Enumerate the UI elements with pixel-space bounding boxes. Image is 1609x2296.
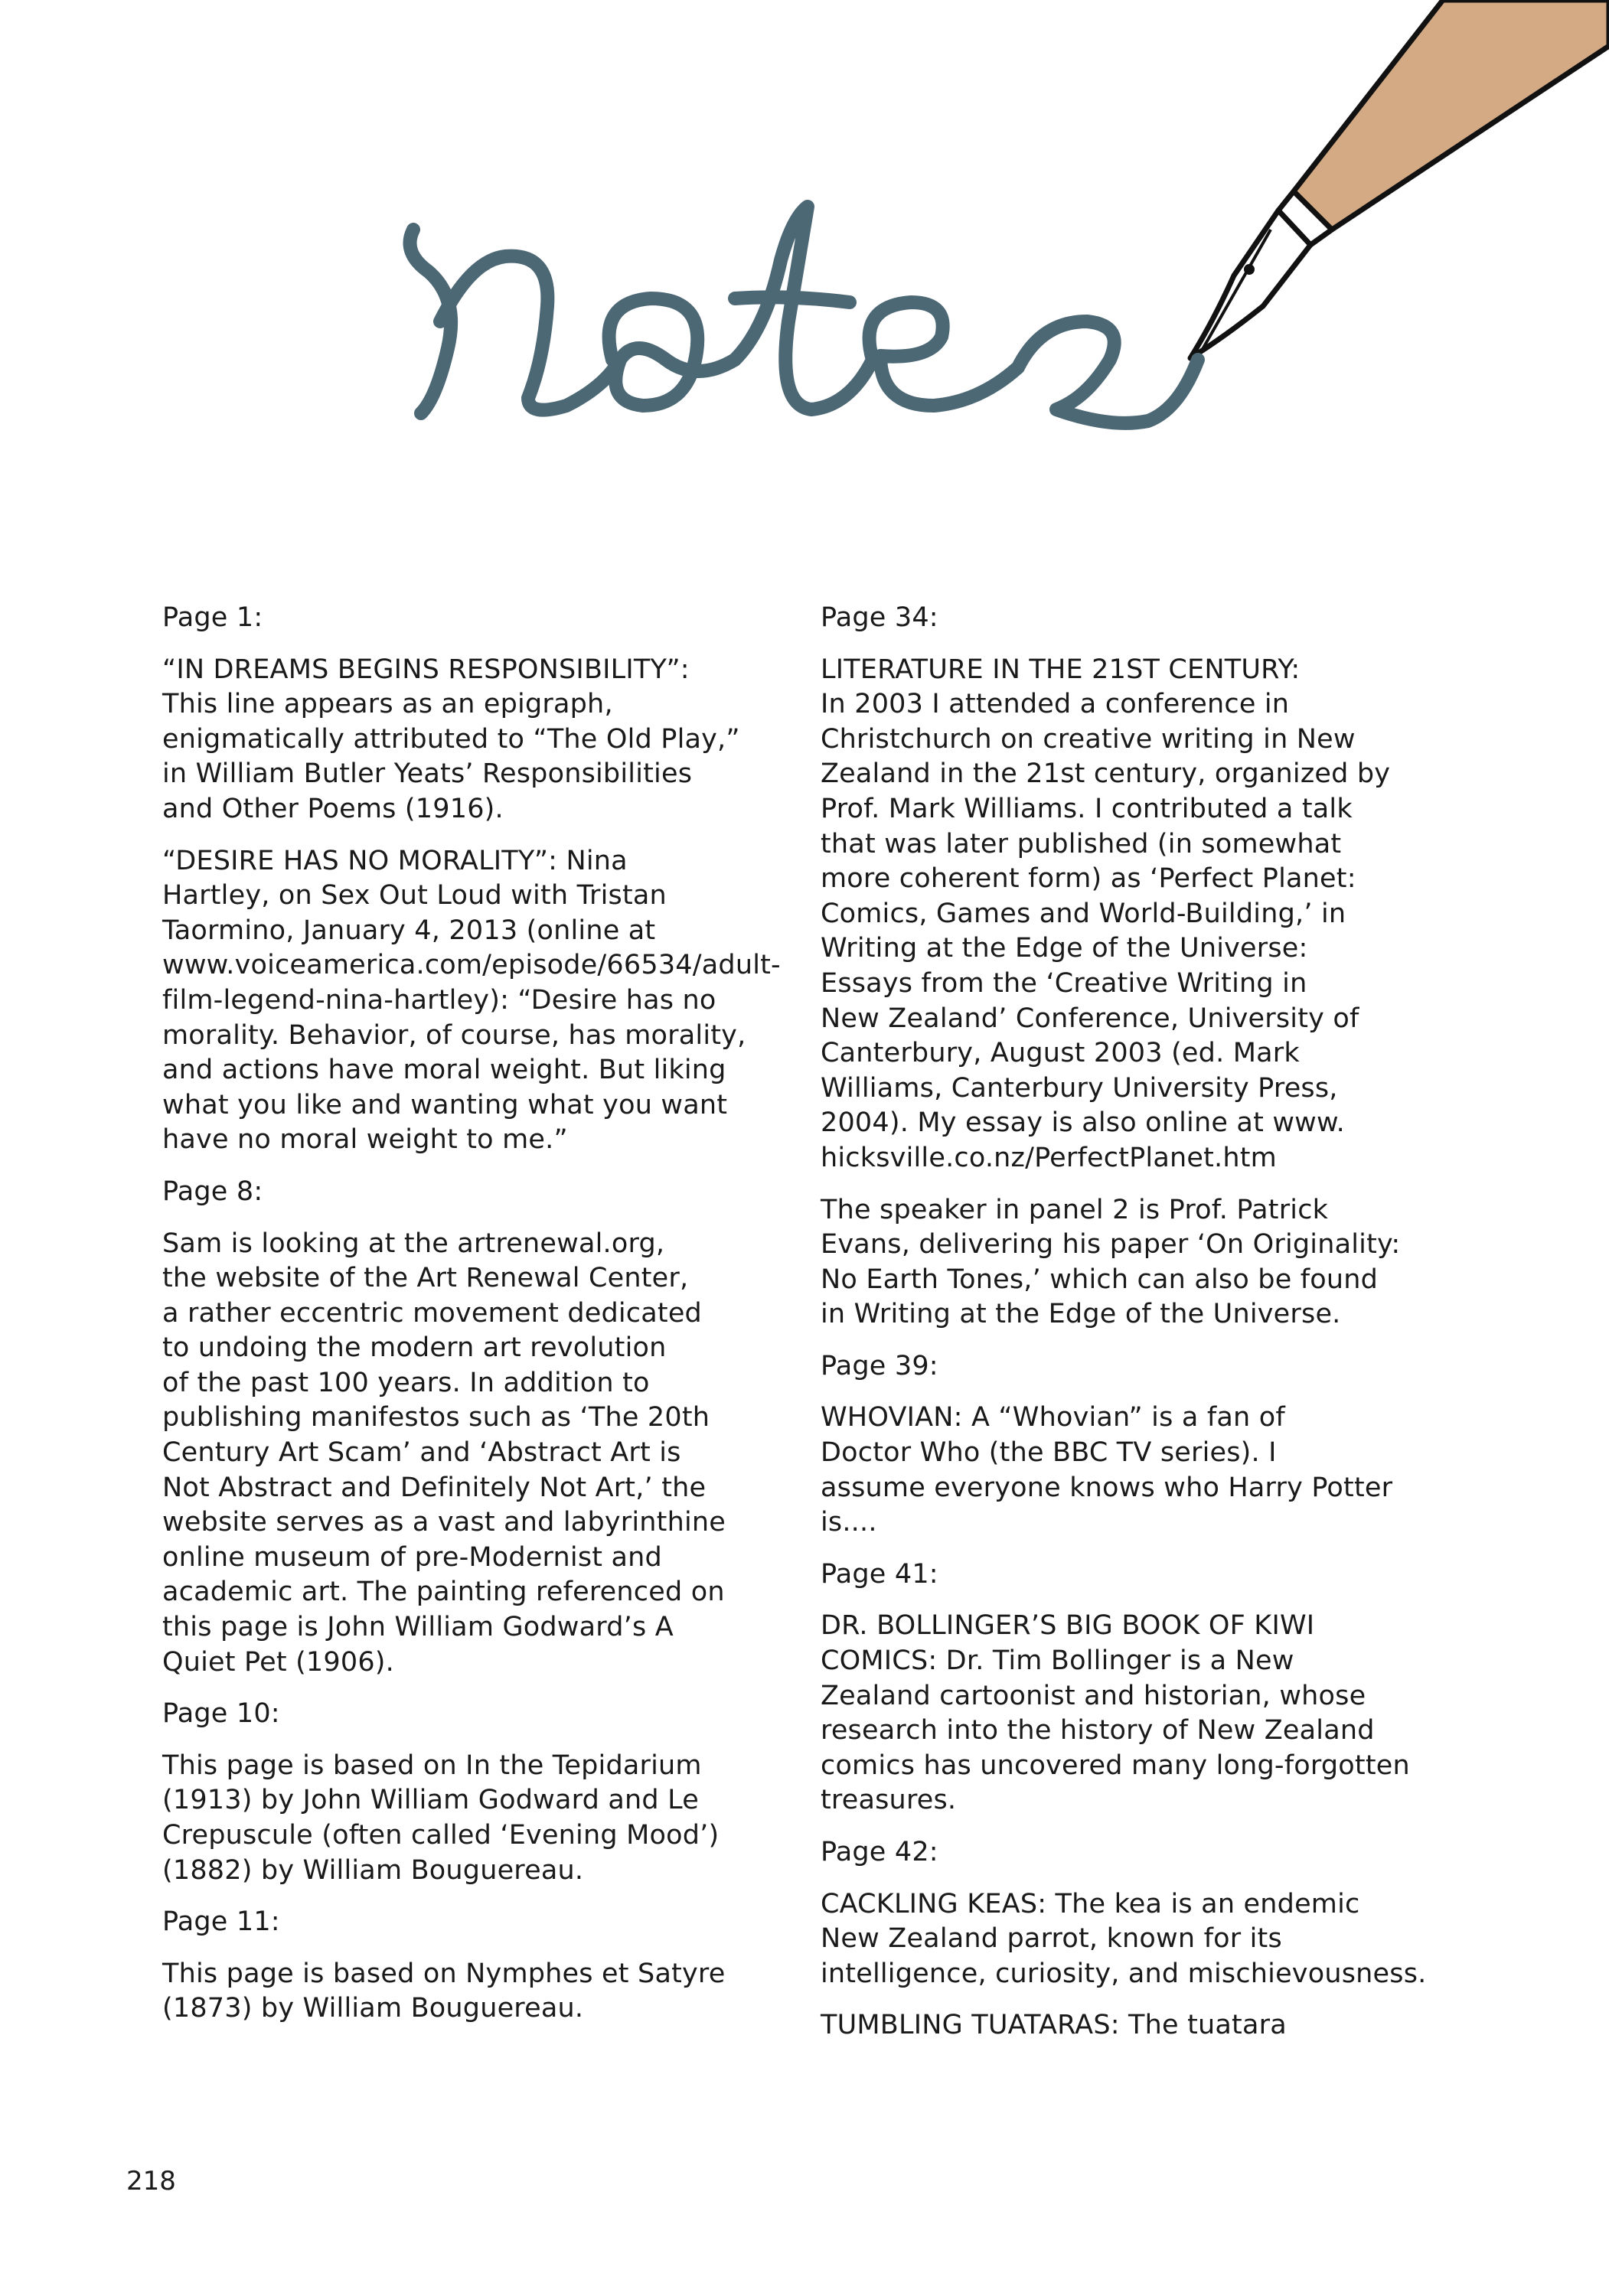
note-paragraph: DR. BOLLINGER’S BIG BOOK OF KIWI COMICS: Dr. Tim Bollinger is a New Zealand cartoonist and historian, whose research into the history of New Zealand comics has uncovered many long-forgotten treasures. [821,1610,1410,1816]
section-heading-page-8: Page 8: [162,1176,263,1207]
notes-title-illustration [0,0,1609,490]
fountain-pen-icon [1190,0,1609,358]
section-heading-page-39: Page 39: [821,1350,938,1381]
section-heading-page-1: Page 1: [162,602,263,633]
note-paragraph: The speaker in panel 2 is Prof. Patrick Evans, delivering his paper ‘On Originality: No Earth Tones,’ which can also be found in Writing at the Edge of the Universe. [821,1194,1401,1330]
note-paragraph: TUMBLING TUATARAS: The tuatara [821,2010,1287,2041]
section-heading-page-42: Page 42: [821,1837,938,1867]
note-paragraph: This page is based on In the Tepidarium (1913) by John William Godward and Le Crepuscule (often called ‘Evening Mood’) (1882) by William Bouguereau. [162,1750,720,1886]
notes-right-column [821,601,1456,2043]
note-paragraph: “DESIRE HAS NO MORALITY”: Nina Hartley, on Sex Out Loud with Tristan Taormino, January 4, 2013 (online at www.voiceamerica.com/episode/66534/adult- film-legend-nina-hartley): “Desire has no morality. Behavior, of course, has morality, and actions have moral weight. But liking what you like and wanting what you want have no moral weight to me.” [162,845,781,1156]
section-heading-page-11: Page 11: [162,1906,280,1938]
note-paragraph: WHOVIAN: A “Whovian” is a fan of Doctor Who (the BBC TV series). I assume everyone knows who Harry Potter is.... [821,1402,1393,1538]
section-heading-page-41: Page 41: [821,1558,938,1590]
note-paragraph: Sam is looking at the artrenewal.org, the website of the Art Renewal Center, a rather eccentric movement dedicated to undoing the modern art revolution of the past 100 years. In addition to publishing manifestos such as ‘The 20th Century Art Scam’ and ‘Abstract Art is Not Abstract and Definitely Not Art,’ the website serves as a vast and labyrinthine online museum of pre-Modernist and academic art. The painting referenced on this page is John William Godward’s A Quiet Pet (1906). [162,1228,726,1678]
note-paragraph: This page is based on Nymphes et Satyre (1873) by William Bouguereau. [162,1958,726,2024]
note-paragraph: “IN DREAMS BEGINS RESPONSIBILITY”: This line appears as an epigraph, enigmatically attributed to “The Old Play,” in William Butler Yeats’ Responsibilities and Other Poems (1916). [162,654,740,824]
notes-left-column [162,601,798,2043]
note-paragraph: CACKLING KEAS: The kea is an endemic New Zealand parrot, known for its intelligence, curiosity, and mischievousness. [821,1888,1427,1989]
section-heading-page-34: Page 34: [821,602,938,633]
note-paragraph: LITERATURE IN THE 21ST CENTURY: In 2003 I attended a conference in Christchurch on creative writing in New Zealand in the 21st century, organized by Prof. Mark Williams. I contributed a talk that was later published (in somewhat more coherent form) as ‘Perfect Planet: Comics, Games and World-Building,’ in Writing at the Edge of the Universe: Essays from the ‘Creative Writing in New Zealand’ Conference, University of Canterbury, August 2003 (ed. Mark Williams, Canterbury University Press, 2004). My essay is also online at www. hicksville.co.nz/PerfectPlanet.htm [821,654,1391,1173]
section-heading-page-10: Page 10: [162,1698,280,1730]
notes-script-lettering [410,207,1199,423]
page-number: 218 [126,2166,176,2197]
